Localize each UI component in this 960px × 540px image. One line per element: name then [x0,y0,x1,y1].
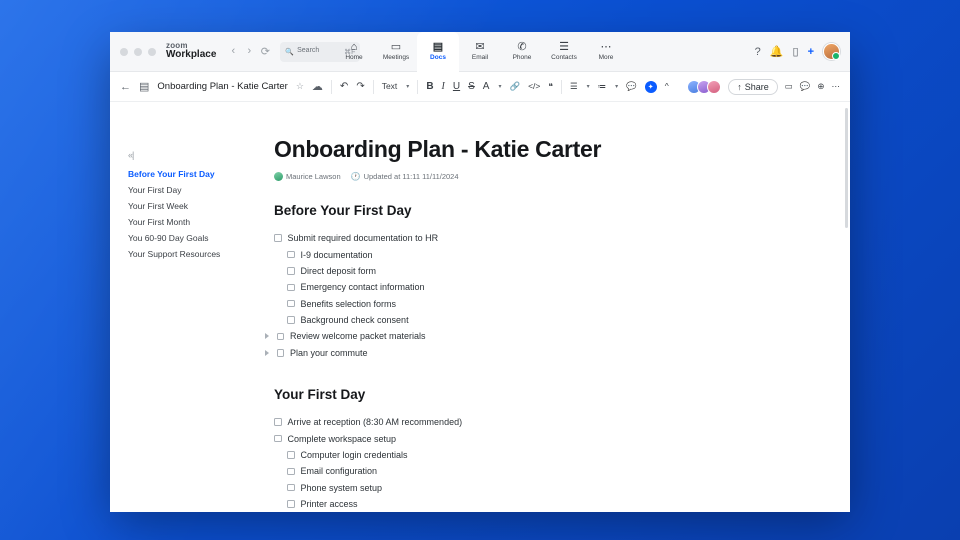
collaborator-avatars[interactable] [687,80,721,94]
bell-icon[interactable]: 🔔 [769,46,784,58]
redo-icon[interactable]: ↷ [356,80,365,92]
collapse-outline-icon[interactable]: «| [128,150,134,160]
checklist-item[interactable] [274,279,810,295]
search-shortcut: ⌘F [344,48,356,56]
document-title: Onboarding Plan - Katie Carter [157,81,288,92]
document-content[interactable] [260,102,850,512]
home-icon: ⌂ [350,41,358,53]
toolbar-right-actions [687,79,840,95]
avatar [707,80,721,94]
section-heading-your-first-day: Your First Day [274,387,366,402]
tab-phone[interactable] [501,32,543,72]
checkbox[interactable] [274,435,282,443]
window-chrome [110,32,850,72]
checklist-label: Computer login credentials [300,449,408,460]
tab-email[interactable] [459,32,501,72]
checklist-label: Review welcome packet materials [290,331,426,342]
checkbox[interactable] [287,284,295,292]
search-value: Search [297,47,320,55]
tab-home[interactable] [333,32,375,72]
cloud-icon: ☁ [311,81,323,93]
checklist-label: Benefits selection forms [300,298,397,309]
traffic-lights [120,48,156,56]
document-meta [274,172,810,181]
checklist-label: Phone system setup [300,482,383,493]
divider [561,80,562,94]
chat-icon[interactable]: 💬 [799,81,811,92]
chrome-actions [755,43,840,60]
docs-icon: ▤ [432,41,444,53]
checklist-item[interactable] [274,328,810,344]
refresh-icon[interactable]: ⟳ [260,46,270,58]
tab-more[interactable] [585,32,627,72]
video-icon[interactable]: ▭ [784,81,793,92]
globe-icon[interactable]: ⊕ [817,81,825,92]
updated-text: Updated at 11:11 11/11/2024 [363,172,459,181]
panel-icon[interactable]: ▯ [792,46,799,58]
tab-meetings[interactable] [375,32,417,72]
chevron-down-icon[interactable]: ▾ [586,84,590,90]
text-color-button[interactable]: A [482,80,490,92]
checklist-item[interactable] [274,246,810,262]
tab-docs-label: Docs [430,54,446,61]
share-icon: ↑ [737,81,742,92]
avatar[interactable] [823,43,840,60]
checkbox[interactable] [287,500,295,508]
document-body [110,102,850,512]
share-button[interactable] [728,79,778,95]
checklist-item[interactable] [274,414,810,430]
checklist-label: Printer access [300,499,358,510]
avatar [274,172,283,181]
bold-button[interactable]: B [426,80,434,92]
clock-icon: 🕐 [350,172,361,181]
undo-icon[interactable]: ↶ [339,80,349,92]
checklist-item[interactable] [274,480,810,496]
tab-contacts[interactable] [543,32,585,72]
outline-item-support-resources[interactable]: Your Support Resources [128,249,221,259]
checklist-item[interactable] [274,230,810,246]
italic-button[interactable]: I [441,80,445,92]
meetings-icon: ▭ [390,41,402,53]
help-icon[interactable]: ? [754,45,761,58]
outline-item-your-first-week[interactable]: Your First Week [128,201,188,211]
maximize-icon[interactable] [148,48,156,56]
tab-phone-label: Phone [512,54,532,61]
expand-triangle-icon[interactable] [265,350,269,356]
author [274,172,341,181]
share-label: Share [744,81,769,92]
more-icon: ⋯ [600,41,612,53]
outline-item-your-first-month[interactable]: Your First Month [128,217,191,227]
underline-button[interactable]: U [452,80,461,92]
code-icon[interactable]: </> [528,81,541,92]
tab-docs[interactable] [417,32,459,72]
chevron-down-icon[interactable]: ▾ [406,84,410,90]
checkbox[interactable] [274,418,282,426]
updated-timestamp [351,172,459,181]
history-nav [226,45,272,58]
main-tabs [333,32,627,72]
outline-item-60-90-day-goals[interactable]: You 60-90 Day Goals [128,233,209,243]
checkbox[interactable] [287,451,295,459]
tab-contacts-label: Contacts [551,54,577,61]
checklist-label: Submit required documentation to HR [287,233,439,244]
tab-meetings-label: Meetings [382,54,410,61]
document-icon[interactable]: ▤ [139,81,150,93]
text-style-dropdown[interactable]: Text [381,81,398,92]
outline-sidebar [110,102,260,512]
zoom-workplace-logo [166,42,216,61]
brand-line-2: Workplace [166,49,217,61]
minimize-icon[interactable] [134,48,142,56]
back-icon[interactable]: ‹ [231,45,236,57]
link-icon[interactable]: 🔗 [509,81,521,92]
more-options-icon[interactable]: ⋯ [831,81,840,92]
brand-line-1: zoom [166,41,188,51]
author-name: Maurice Lawson [286,172,341,181]
checkbox[interactable] [277,333,285,341]
star-icon[interactable]: ☆ [295,81,304,91]
checklist-label: Emergency contact information [300,282,425,293]
outline-item-before-your-first-day[interactable]: Before Your First Day [128,169,215,179]
checklist-item[interactable] [274,296,810,312]
divider [373,80,374,94]
chevron-down-icon[interactable]: ▾ [615,84,619,90]
checkbox[interactable] [287,300,295,308]
checklist-item[interactable] [274,263,810,279]
quote-icon[interactable]: ❝ [548,81,553,92]
checklist-label: Email configuration [300,466,378,477]
checklist-label: Background check consent [300,315,409,326]
strikethrough-button[interactable]: S [468,80,475,92]
outline-item-your-first-day[interactable]: Your First Day [128,185,182,195]
plus-icon[interactable]: + [807,45,814,58]
align-icon[interactable]: ☰ [569,81,578,92]
close-icon[interactable] [120,48,128,56]
checklist-item[interactable] [274,463,810,479]
email-icon: ✉ [475,41,485,53]
section-heading-before-your-first-day: Before Your First Day [274,203,412,218]
expand-triangle-icon[interactable] [265,333,269,339]
search-icon: 🔍 [285,48,295,56]
checkbox[interactable] [287,468,295,476]
checklist-item[interactable] [274,312,810,328]
vertical-scrollbar[interactable] [845,108,848,228]
checkbox[interactable] [287,251,295,259]
checkbox[interactable] [287,484,295,492]
collapse-toolbar-icon[interactable]: ^ [664,81,669,92]
tab-email-label: Email [471,54,489,61]
divider [331,80,332,94]
checkbox[interactable] [287,316,295,324]
divider [417,80,418,94]
phone-icon: ✆ [517,41,527,53]
checklist-label: Direct deposit form [300,265,377,276]
checklist-item[interactable] [274,447,810,463]
list-icon[interactable]: ≔ [597,81,607,92]
checkbox[interactable] [274,234,282,242]
app-window [110,32,850,510]
contacts-icon: ☰ [559,41,569,53]
checklist-label: Arrive at reception (8:30 AM recommended) [287,417,463,428]
checkbox[interactable] [277,349,285,357]
back-arrow-icon[interactable]: ← [120,80,131,93]
checklist-label: Plan your commute [290,347,368,358]
checklist-item[interactable] [274,496,810,512]
checklist-item[interactable] [274,430,810,446]
checklist-label: Complete workspace setup [287,433,397,444]
checklist-item[interactable] [274,345,810,361]
forward-icon[interactable]: › [247,45,252,57]
document-toolbar [110,72,850,102]
tab-more-label: More [598,54,614,61]
comment-icon[interactable]: 💬 [626,81,637,92]
checklist-label: I-9 documentation [300,249,373,260]
ai-companion-icon[interactable]: ✦ [645,81,657,93]
page-title: Onboarding Plan - Katie Carter [274,136,602,162]
chevron-down-icon[interactable]: ▾ [498,84,502,90]
checkbox[interactable] [287,267,295,275]
tab-home-label: Home [345,54,363,61]
